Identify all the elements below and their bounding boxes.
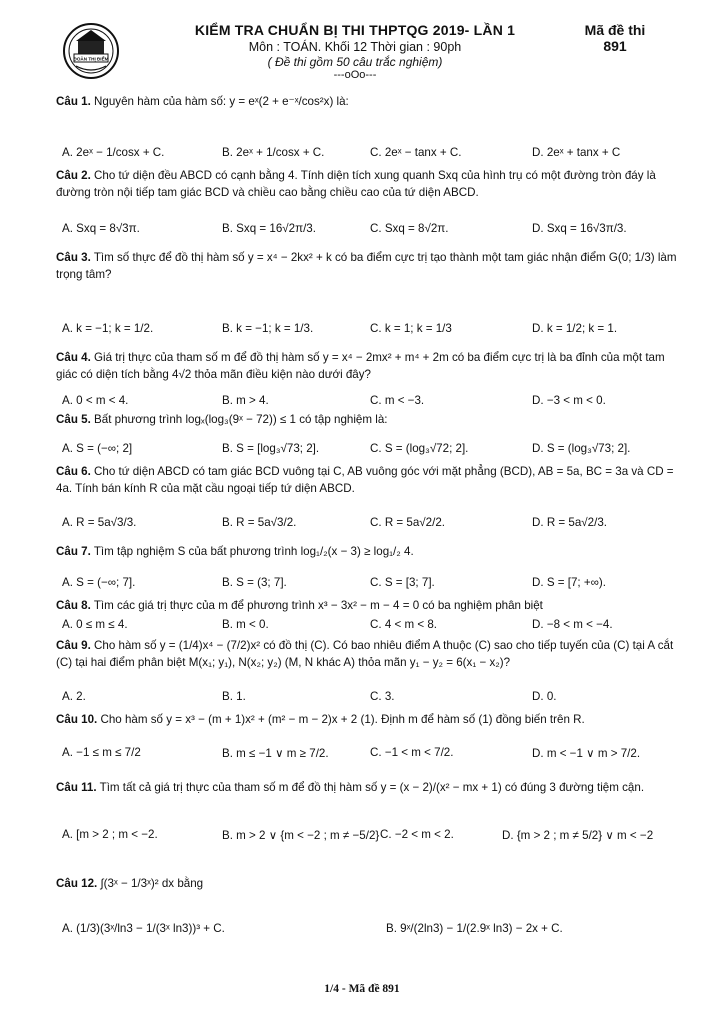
question-10 bbox=[56, 712, 686, 729]
school-logo bbox=[62, 22, 120, 80]
option-d[interactable]: D. −3 < m < 0. bbox=[532, 394, 606, 407]
question-number: Câu 4. bbox=[56, 351, 91, 364]
question-text: Tìm tập nghiệm S của bất phương trình log₁/₂(x − 3) ≥ log₁/₂ 4. bbox=[93, 545, 414, 558]
exam-header bbox=[160, 22, 550, 81]
option-d[interactable]: D. Sxq = 16√3π/3. bbox=[532, 222, 627, 235]
question-text: Tìm số thực để đồ thị hàm số y = x⁴ − 2kx² + k có ba điểm cực trị tạo thành một tam giác nhận điểm G(0; 1/3) làm trọng tâm? bbox=[56, 251, 677, 281]
option-a[interactable]: A. S = (−∞; 2] bbox=[62, 442, 133, 455]
question-text: Giá trị thực của tham số m để đồ thị hàm số y = x⁴ − 2mx² + m⁴ + 2m có ba điểm cực trị là ba đỉnh của một tam giác có diện tích bằng 4√2 thỏa mãn điều kiện nào dưới đây? bbox=[56, 351, 665, 381]
option-a[interactable]: A. S = (−∞; 7]. bbox=[62, 576, 136, 589]
option-b[interactable]: B. 9ˣ/(2ln3) − 1/(2.9ˣ ln3) − 2x + C. bbox=[386, 922, 563, 935]
question-number: Câu 8. bbox=[56, 599, 91, 612]
question-number: Câu 7. bbox=[56, 545, 91, 558]
option-b[interactable]: B. S = [log₃√73; 2]. bbox=[222, 442, 320, 455]
exam-subject: Môn : TOÁN. Khối 12 Thời gian : 90ph bbox=[248, 40, 462, 54]
svg-text:ĐOÀN THỊ ĐIỂM: ĐOÀN THỊ ĐIỂM bbox=[73, 56, 109, 62]
option-b[interactable]: B. m > 4. bbox=[222, 394, 269, 407]
question-text: Cho tứ diện ABCD có tam giác BCD vuông tại C, AB vuông góc với mặt phẳng (BCD), AB = 5a, BC = 3a và CD = 4a. Tính bán kính R của mặt cầu ngoại tiếp tứ diện ABCD. bbox=[56, 465, 674, 495]
option-d[interactable]: D. S = [7; +∞). bbox=[532, 576, 606, 589]
option-d[interactable]: D. S = (log₃√73; 2]. bbox=[532, 442, 631, 455]
option-c[interactable]: C. 4 < m < 8. bbox=[370, 618, 438, 631]
question-text: Cho hàm số y = x³ − (m + 1)x² + (m² − m − 2)x + 2 (1). Định m để hàm số (1) đồng biến trên R. bbox=[100, 713, 585, 726]
option-b[interactable]: B. m > 2 ∨ {m < −2 ; m ≠ −5/2} bbox=[222, 829, 380, 842]
question-7 bbox=[56, 544, 686, 561]
option-b[interactable]: B. Sxq = 16√2π/3. bbox=[222, 222, 316, 235]
question-11 bbox=[56, 780, 686, 797]
question-6 bbox=[56, 464, 686, 498]
option-c[interactable]: C. 2eˣ − tanx + C. bbox=[370, 146, 462, 159]
option-d[interactable]: D. −8 < m < −4. bbox=[532, 618, 613, 631]
option-a[interactable]: A. Sxq = 8√3π. bbox=[62, 222, 140, 235]
option-b[interactable]: B. m ≤ −1 ∨ m ≥ 7/2. bbox=[222, 747, 329, 760]
question-number: Câu 3. bbox=[56, 251, 91, 264]
question-12 bbox=[56, 876, 686, 893]
option-d[interactable]: D. R = 5a√2/3. bbox=[532, 516, 607, 529]
option-a[interactable]: A. k = −1; k = 1/2. bbox=[62, 322, 154, 335]
option-d[interactable]: D. 2eˣ + tanx + C bbox=[532, 146, 621, 159]
option-b[interactable]: B. R = 5a√3/2. bbox=[222, 516, 297, 529]
option-b[interactable]: B. S = (3; 7]. bbox=[222, 576, 287, 589]
option-c[interactable]: C. −2 < m < 2. bbox=[380, 828, 454, 841]
question-3 bbox=[56, 250, 686, 284]
option-a[interactable]: A. 0 ≤ m ≤ 4. bbox=[62, 618, 128, 631]
question-8 bbox=[56, 598, 686, 615]
option-a[interactable]: A. 2eˣ − 1/cosx + C. bbox=[62, 146, 165, 159]
option-b[interactable]: B. 1. bbox=[222, 690, 246, 703]
question-text: Nguyên hàm của hàm số: y = eˣ(2 + e⁻ˣ/cos²x) là: bbox=[94, 95, 349, 108]
question-number: Câu 10. bbox=[56, 713, 98, 726]
option-c[interactable]: C. k = 1; k = 1/3 bbox=[370, 322, 452, 335]
option-a[interactable]: A. −1 ≤ m ≤ 7/2 bbox=[62, 746, 141, 759]
question-number: Câu 11. bbox=[56, 781, 97, 794]
exam-note: ( Đề thi gồm 50 câu trắc nghiệm) bbox=[267, 55, 443, 69]
option-b[interactable]: B. k = −1; k = 1/3. bbox=[222, 322, 314, 335]
option-b[interactable]: B. m < 0. bbox=[222, 618, 269, 631]
question-number: Câu 5. bbox=[56, 413, 91, 426]
option-a[interactable]: A. (1/3)(3ˣ/ln3 − 1/(3ˣ ln3))³ + C. bbox=[62, 922, 225, 935]
question-number: Câu 9. bbox=[56, 639, 91, 652]
option-c[interactable]: C. Sxq = 8√2π. bbox=[370, 222, 449, 235]
question-1 bbox=[56, 94, 686, 111]
exam-code-block bbox=[570, 22, 660, 54]
option-c[interactable]: C. −1 < m < 7/2. bbox=[370, 746, 454, 759]
option-d[interactable]: D. k = 1/2; k = 1. bbox=[532, 322, 618, 335]
option-c[interactable]: C. S = (log₃√72; 2]. bbox=[370, 442, 469, 455]
option-c[interactable]: C. S = [3; 7]. bbox=[370, 576, 435, 589]
exam-code-label: Mã đề thi bbox=[584, 22, 646, 38]
question-text: ∫(3ˣ − 1/3ˣ)² dx bằng bbox=[100, 877, 204, 890]
question-9 bbox=[56, 638, 686, 672]
question-4 bbox=[56, 350, 686, 384]
option-a[interactable]: A. [m > 2 ; m < −2. bbox=[62, 828, 158, 841]
exam-code: 891 bbox=[603, 38, 627, 54]
question-number: Câu 6. bbox=[56, 465, 91, 478]
option-c[interactable]: C. 3. bbox=[370, 690, 395, 703]
option-a[interactable]: A. 0 < m < 4. bbox=[62, 394, 129, 407]
question-number: Câu 1. bbox=[56, 95, 91, 108]
question-5 bbox=[56, 412, 686, 429]
option-d[interactable]: D. 0. bbox=[532, 690, 557, 703]
question-text: Tìm tất cả giá trị thực của tham số m để đồ thị hàm số y = (x − 2)/(x² − mx + 1) có đúng 3 đường tiệm cận. bbox=[99, 781, 645, 794]
option-d[interactable]: D. {m > 2 ; m ≠ 5/2} ∨ m < −2 bbox=[502, 829, 654, 842]
page-footer: 1/4 - Mã đề 891 bbox=[324, 983, 400, 995]
question-text: Cho tứ diện đều ABCD có cạnh bằng 4. Tính diện tích xung quanh Sxq của hình trụ có một đường tròn đáy là đường tròn nội tiếp tam giác BCD và chiều cao bằng chiều cao của tứ diện ABCD. bbox=[56, 169, 656, 199]
question-2 bbox=[56, 168, 686, 202]
option-c[interactable]: C. R = 5a√2/2. bbox=[370, 516, 445, 529]
option-a[interactable]: A. R = 5a√3/3. bbox=[62, 516, 137, 529]
option-d[interactable]: D. m < −1 ∨ m > 7/2. bbox=[532, 747, 641, 760]
exam-title: KIỂM TRA CHUẨN BỊ THI THPTQG 2019- LẦN 1 bbox=[194, 22, 516, 38]
question-text: Cho hàm số y = (1/4)x⁴ − (7/2)x² có đồ thị (C). Có bao nhiêu điểm A thuộc (C) sao cho tiếp tuyến của (C) tại A cắt (C) tại hai điểm phân biệt M(x₁; y₁), N(x₂; y₂) (M, N khác A) thỏa mãn y₁ − y₂ = 6(x₁ − x₂)? bbox=[56, 639, 674, 669]
option-b[interactable]: B. 2eˣ + 1/cosx + C. bbox=[222, 146, 325, 159]
question-text: Bất phương trình logₓ(log₃(9ˣ − 72)) ≤ 1 có tập nghiệm là: bbox=[94, 413, 388, 426]
option-a[interactable]: A. 2. bbox=[62, 690, 86, 703]
question-number: Câu 12. bbox=[56, 877, 98, 890]
header-separator: ---oOo--- bbox=[333, 69, 377, 81]
option-c[interactable]: C. m < −3. bbox=[370, 394, 425, 407]
question-number: Câu 2. bbox=[56, 169, 91, 182]
question-text: Tìm các giá trị thực của m để phương trình x³ − 3x² − m − 4 = 0 có ba nghiệm phân biệt bbox=[93, 599, 543, 612]
